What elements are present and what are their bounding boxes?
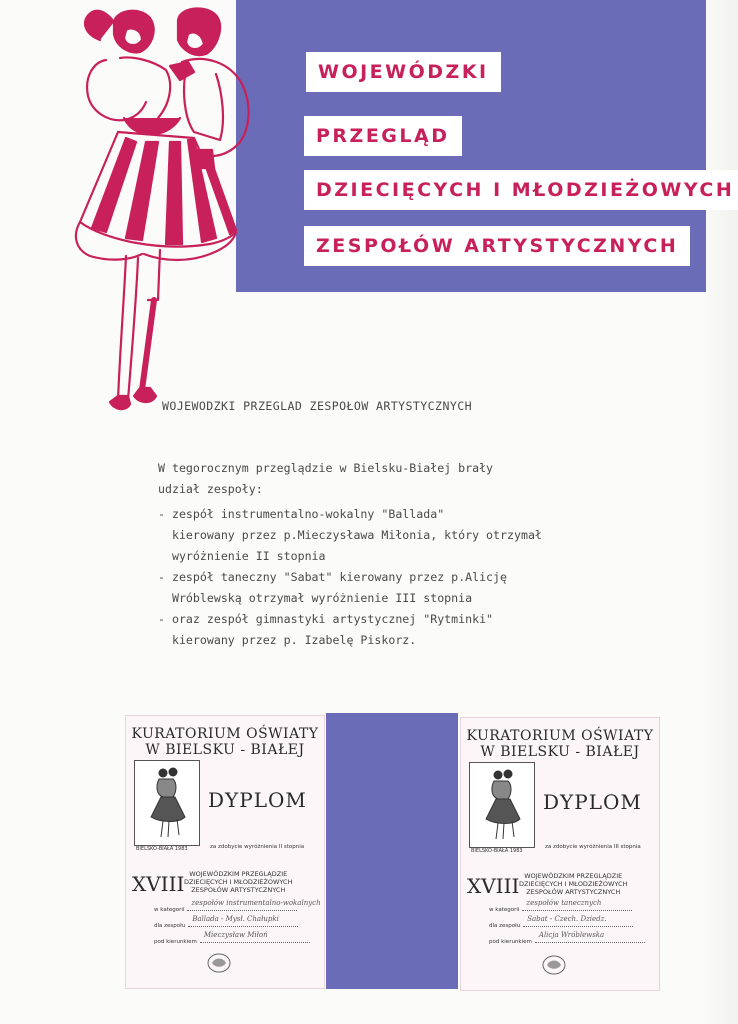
field-label: pod kierunkiem [489,939,532,945]
diploma-header-line-1: KURATORIUM OŚWIATY [131,726,319,742]
field-label: pod kierunkiem [154,939,197,945]
diploma-header-line-2: W BIELSKU - BIAŁEJ [145,742,305,758]
diploma-award-line: za zdobycie wyróżnienia III stopnia [545,844,641,850]
diploma-backdrop-block [326,713,458,989]
diploma-event-name: WOJEWÓDZKIM PRZEGLĄDZIE DZIECIĘCYCH I MŁODZIEŻOWYCH ZESPOŁÓW ARTYSTYCZNYCH [184,870,293,894]
diploma-field-category [154,899,321,913]
banner-title-line-3: DZIECIĘCYCH I MŁODZIEŻOWYCH [304,170,738,210]
diploma-event-name: WOJEWÓDZKIM PRZEGLĄDZIE DZIECIĘCYCH I MŁODZIEŻOWYCH ZESPOŁÓW ARTYSTYCZNYCH [519,872,628,896]
ensemble-list: - zespół instrumentalno-wokalny "Ballada" kierowany przez p.Mieczysława Miłonia, który otrzymał wyróżnienie II stopnia - zespół taneczny "Sabat" kierowany przez p.Alicję Wróblewską otrzymał wyróżnienie III stopnia - oraz zespół gimnastyki artystycznej "Rytminki" kierowany przez p. Izabelę Piskorz. [158,507,542,647]
typed-paragraph: W tegorocznym przeglądzie w Bielsku-Białej brały udział zespoły: [158,461,494,496]
diploma-header-line-2: W BIELSKU - BIAŁEJ [480,744,640,760]
diploma-dancers-icon [469,762,535,848]
handwritten-entry: zespołów tanecznych [526,899,602,907]
field-line [188,915,298,927]
diploma-award-line: za zdobycie wyróżnienia II stopnia [210,844,305,850]
banner-title-line-1: WOJEWÓDZKI [306,52,501,92]
diploma-picture-caption: BIELSKO-BIAŁA 1983 [136,846,188,852]
diploma-left [125,715,325,989]
field-line [535,931,645,943]
diploma-picture-caption: BIELSKO-BIAŁA 1983 [471,848,523,854]
field-line [522,899,632,911]
field-label: dla zespołu [489,923,521,929]
dancing-couple-illustration [70,0,265,425]
field-line [523,915,633,927]
field-label: w kategorii [489,907,520,913]
page-edge [702,0,738,1024]
banner-title-line-4: ZESPOŁÓW ARTYSTYCZNYCH [304,226,690,266]
diploma-field-director [154,931,310,945]
diploma-roman-numeral: XVIII [132,872,185,896]
diploma-title: DYPLOM [543,790,642,814]
handwritten-entry: zespołów instrumentalno-wokalnych [191,899,321,907]
banner-title-line-2: PRZEGLĄD [304,116,462,156]
diploma-field-category [489,899,632,913]
handwritten-entry: Sabat - Czech. Dziedz. [527,915,607,923]
diploma-title: DYPLOM [208,788,307,812]
seal-stamp-icon [206,952,232,974]
diploma-right [460,717,660,991]
diploma-roman-numeral: XVIII [467,874,520,898]
diploma-field-ensemble [154,915,298,929]
diploma-dancers-icon [134,760,200,846]
field-line [187,899,321,911]
diploma-field-ensemble [489,915,633,929]
handwritten-entry: Mieczysław Miłoń [203,931,268,939]
field-line [200,931,310,943]
seal-stamp-icon [541,954,567,976]
diploma-field-director [489,931,645,945]
field-label: w kategorii [154,907,185,913]
typed-heading: WOJEWODZKI PRZEGLAD ZESPOŁOW ARTYSTYCZNYCH [162,399,472,413]
handwritten-entry: Alicja Wróblewska [538,931,605,939]
diploma-header-line-1: KURATORIUM OŚWIATY [466,728,654,744]
handwritten-entry: Ballada - Mysł. Chałupki [192,915,279,923]
field-label: dla zespołu [154,923,186,929]
